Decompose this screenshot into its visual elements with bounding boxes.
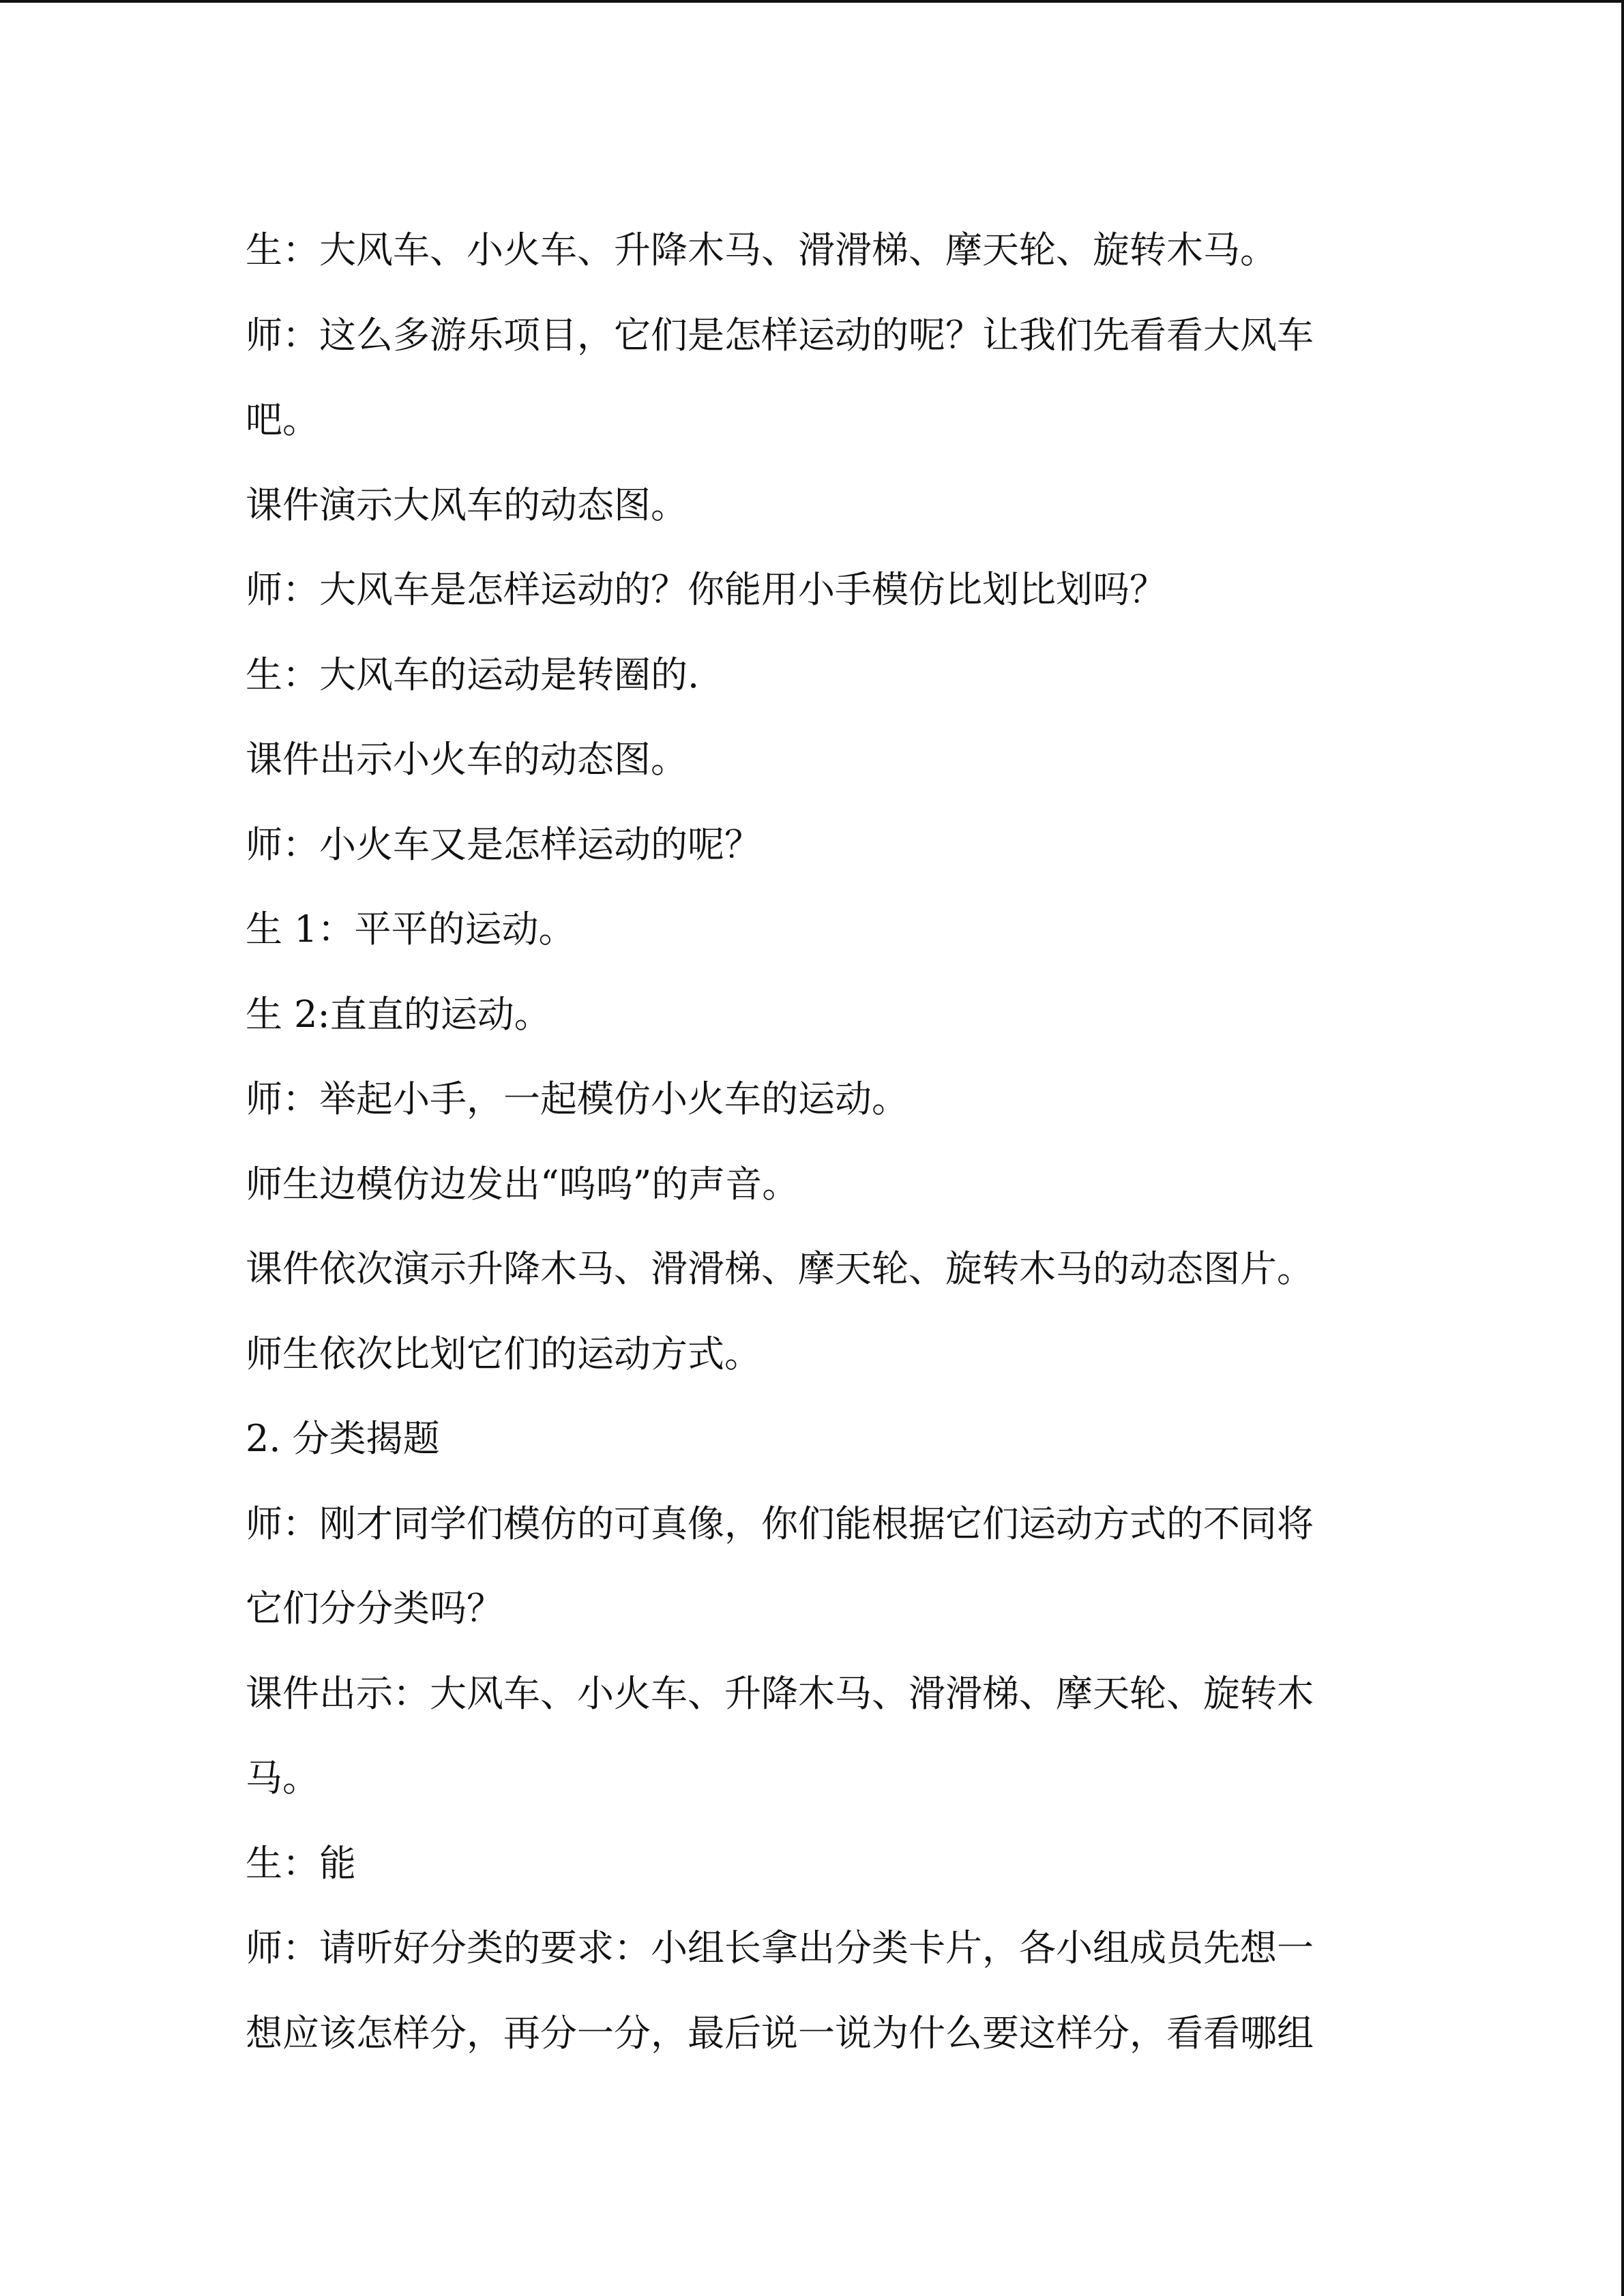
text-line: 师：大风车是怎样运动的？你能用小手模仿比划比划吗？ [246, 568, 1166, 611]
text-line: 师生边模仿边发出“呜呜”的声音。 [246, 1162, 799, 1206]
text-line: 课件出示：大风车、小火车、升降木马、滑滑梯、摩天轮、旋转木 [246, 1671, 1314, 1715]
text-line: 师：刚才同学们模仿的可真像，你们能根据它们运动方式的不同将 [246, 1502, 1314, 1545]
document-body [246, 208, 1371, 2076]
text-line: 生：能 [246, 1841, 356, 1885]
text-line: 师：小火车又是怎样运动的呢？ [246, 822, 761, 866]
text-line: 课件依次演示升降木马、滑滑梯、摩天轮、旋转木马的动态图片。 [246, 1247, 1314, 1290]
text-line: 师：请听好分类的要求：小组长拿出分类卡片，各小组成员先想一 [246, 1926, 1314, 1969]
text-line: 生：大风车的运动是转圈的. [246, 653, 700, 696]
text-line: 吧。 [246, 398, 319, 441]
text-line: 师生依次比划它们的运动方式。 [246, 1332, 761, 1375]
section-heading: 2. 分类揭题 [246, 1417, 440, 1460]
text-line: 想应该怎样分，再分一分，最后说一说为什么要这样分，看看哪组 [246, 2011, 1314, 2055]
text-line: 师：这么多游乐项目，它们是怎样运动的呢？让我们先看看大风车 [246, 313, 1314, 357]
text-line: 课件演示大风车的动态图。 [246, 483, 688, 526]
text-line: 生 2:直直的运动。 [246, 992, 551, 1036]
text-line: 它们分分类吗？ [246, 1587, 503, 1630]
text-line: 生 1：平平的运动。 [246, 908, 576, 951]
text-line: 马。 [246, 1757, 319, 1800]
text-line: 师：举起小手，一起模仿小火车的运动。 [246, 1077, 909, 1120]
text-line: 课件出示小火车的动态图。 [246, 738, 688, 781]
text-line: 生：大风车、小火车、升降木马、滑滑梯、摩天轮、旋转木马。 [246, 228, 1277, 271]
